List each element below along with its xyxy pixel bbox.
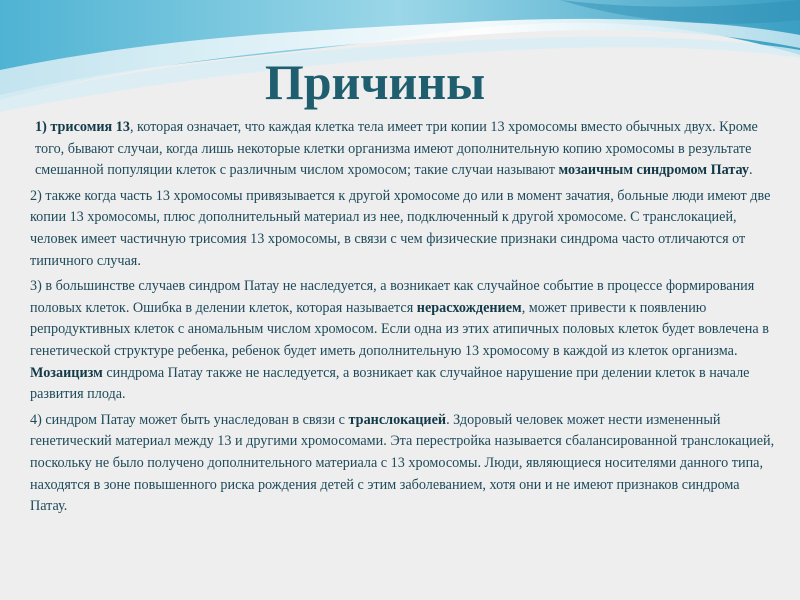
text-segment: . [748, 162, 753, 179]
bold-term: нерасхождением [416, 299, 522, 316]
text-segment: . Здоровый человек может нести измененный генетический материал между 13 и другими хромосомами. Эта перестройка называется сбалансированной транслокацией, поскольку не было получено дополнительного материала с 13 хромосомы. Люди, являющиеся носителями данного типа, находятся в зоне повышенного риска рождения детей с этим заболеванием, хотя они и не имеют признаков синдрома Патау. [30, 411, 775, 515]
bold-term: мозаичным синдромом Патау [558, 162, 749, 179]
slide-body [30, 117, 775, 522]
text-segment: , которая означает, что каждая клетка тела имеет три копии 13 хромосомы вместо обычных двух. Кроме того, бывают случаи, когда лишь некоторые клетки организма имеют дополнительную копию хромосомы в результате смешанной популяции клеток с различным числом хромосом; такие случаи называют [35, 119, 758, 179]
paragraph-2 [30, 186, 775, 272]
bold-term: транслокацией [348, 411, 447, 428]
bold-term: 1) [35, 119, 51, 135]
text-segment: 3) в большинстве случаев синдром Патау не наследуется, а возникает как случайное событие в процессе формирования половых клеток. Ошибка в делении клеток, которая называется [30, 278, 755, 316]
text-segment: 2) также когда часть 13 хромосомы привязывается к другой хромосоме до или в момент зачатия, больные люди имеют две копии 13 хромосомы, плюс дополнительный материал из нее, подключенный к другой хромосоме. С транслокацией, человек имеет частичную трисомия 13 хромосомы, в связи с чем физические признаки синдрома часто отличаются от типичного случая. [30, 187, 771, 269]
text-segment: , может привести к появлению репродуктивных клеток с аномальным числом хромосом. Если одна из этих атипичных половых клеток будет вовлечена в генетической структуре ребенка, ребенок будет иметь дополнительную 13 хромосому в каждой из клеток организма. [30, 299, 769, 359]
bold-term: трисомия 13 [50, 119, 130, 135]
paragraph-1 [30, 117, 775, 182]
bold-term: Мозаицизм [30, 364, 103, 381]
text-segment: синдрома Патау также не наследуется, а возникает как случайное нарушение при делении клеток в начале развития плода. [30, 364, 750, 403]
slide-title: Причины [264, 54, 486, 110]
paragraph-3 [30, 276, 775, 406]
paragraph-4 [30, 410, 775, 518]
text-segment: 4) синдром Патау может быть унаследован в связи с [30, 411, 349, 428]
